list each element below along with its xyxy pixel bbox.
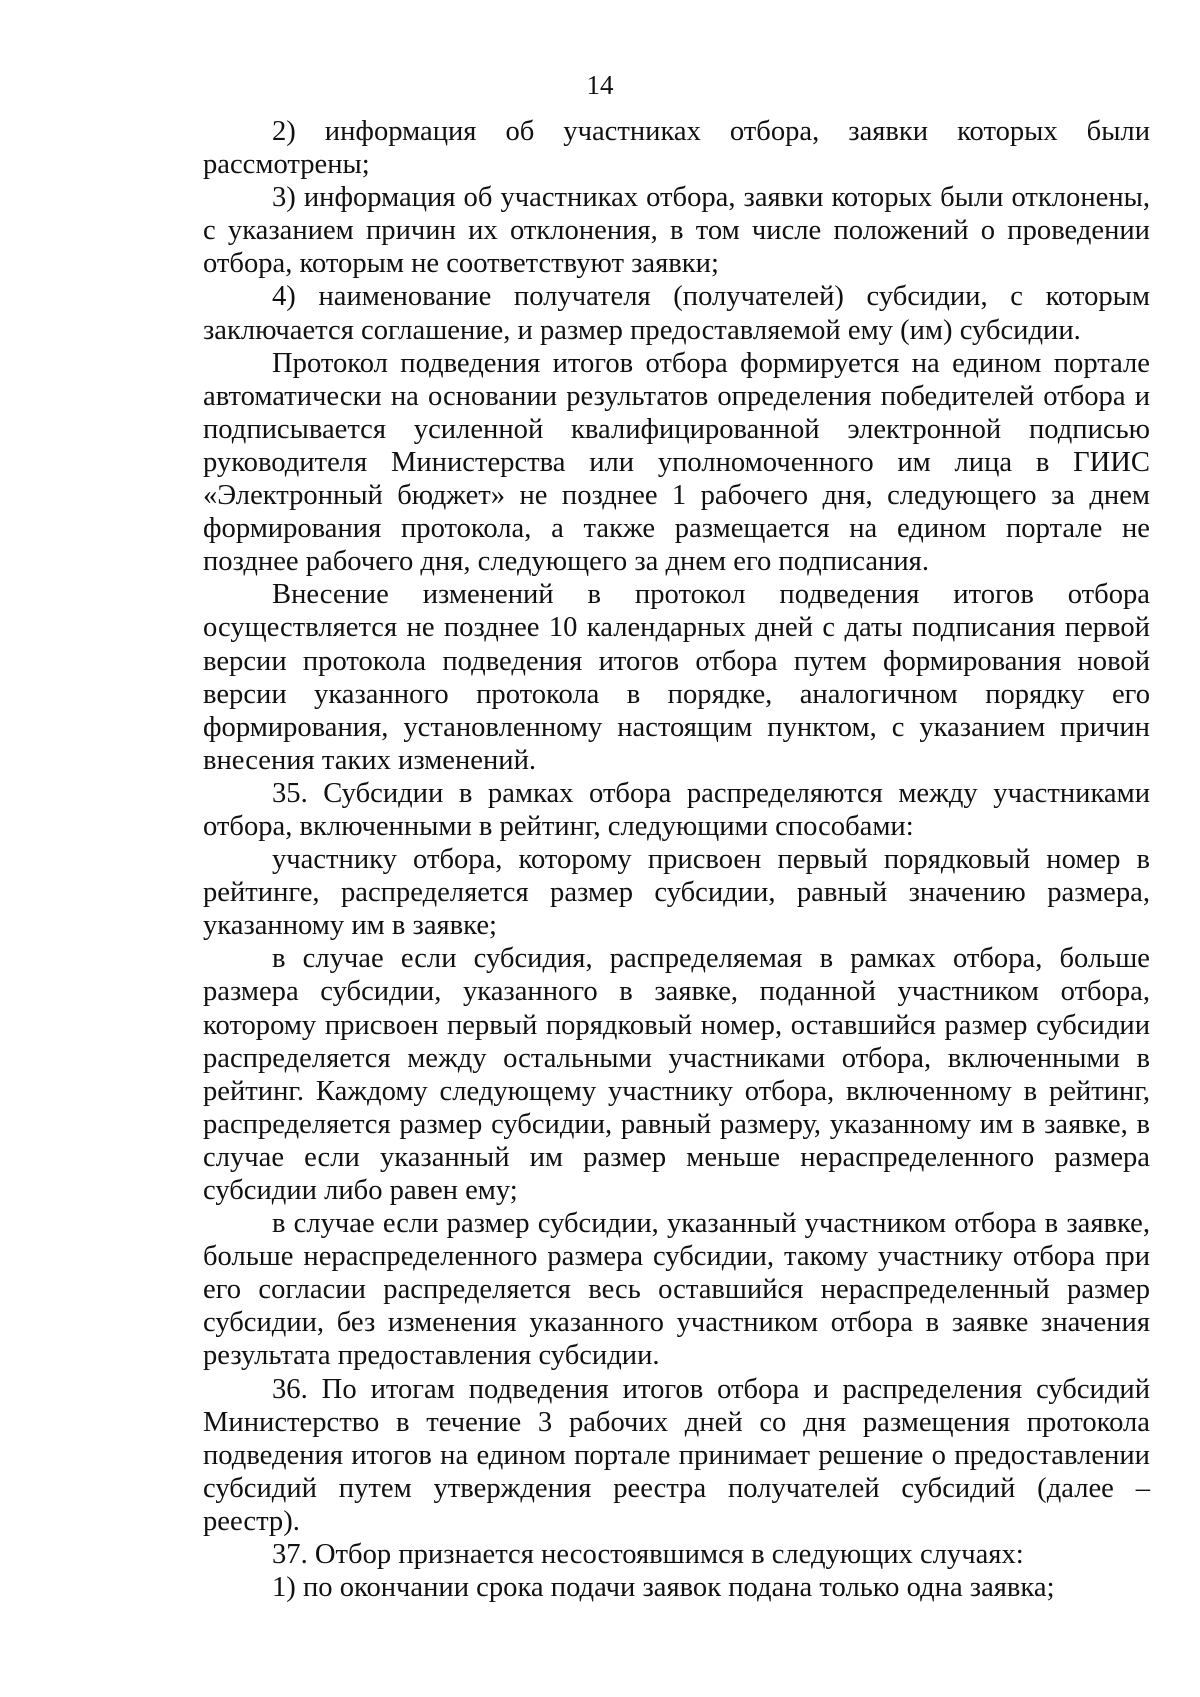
page-number: 14 [586,70,614,100]
paragraph-exceeding-request: в случае если размер субсидии, указанный участником отбора в заявке, больше нераспределенного размера субсидии, такому участнику отбора при его согласии распределяется весь оставшийся нераспределенный размер субсидии, без изменения указанного участником отбора в заявке значения результата предоставления субсидии. [203,1208,1150,1372]
paragraph-protocol-changes: Внесение изменений в протокол подведения итогов отбора осуществляется не позднее 10 календарных дней с даты подписания первой версии протокола подведения итогов отбора путем формирования новой версии указанного протокола в порядке, аналогичном порядку его формирования, установленному настоящим пунктом, с указанием причин внесения таких изменений. [203,579,1150,776]
paragraph-clause-35: 35. Субсидии в рамках отбора распределяются между участниками отбора, включенными в рейтинг, следующими способами: [203,777,1150,842]
paragraph-item-2: 2) информация об участниках отбора, заявки которых были рассмотрены; [203,116,1150,181]
paragraph-item-4: 4) наименование получателя (получателей) субсидии, с которым заключается соглашение, и размер предоставляемой ему (им) субсидии. [203,281,1150,346]
paragraph-clause-37-item-1: 1) по окончании срока подачи заявок подана только одна заявка; [272,1572,1055,1604]
paragraph-first-participant: участнику отбора, которому присвоен первый порядковый номер в рейтинге, распределяется размер субсидии, равный значению размера, указанному им в заявке; [203,844,1150,942]
paragraph-remaining-distribution: в случае если субсидия, распределяемая в рамках отбора, больше размера субсидии, указанного в заявке, поданной участником отбора, которому присвоен первый порядковый номер, оставшийся размер субсидии распределяется между остальными участниками отбора, включенными в рейтинг. Каждому следующему участнику отбора, включенному в рейтинг, распределяется размер субсидии, равный размеру, указанному им в заявке, в случае если указанный им размер меньше нераспределенного размера субсидии либо равен ему; [203,943,1150,1206]
document-body [203,115,1150,1604]
paragraph-item-3: 3) информация об участниках отбора, заявки которых были отклонены, с указанием причин их отклонения, в том числе положений о проведении отбора, которым не соответствуют заявки; [203,182,1150,280]
paragraph-protocol-formation: Протокол подведения итогов отбора формируется на едином портале автоматически на основании результатов определения победителей отбора и подписывается усиленной квалифицированной электронной подписью руководителя Министерства или уполномоченного им лица в ГИИС «Электронный бюджет» не позднее 1 рабочего дня, следующего за днем формирования протокола, а также размещается на едином портале не позднее рабочего дня, следующего за днем его подписания. [203,347,1150,578]
paragraph-clause-37: 37. Отбор признается несостоявшимся в следующих случаях: [272,1539,1024,1571]
paragraph-clause-36: 36. По итогам подведения итогов отбора и распределения субсидий Министерство в течение 3 рабочих дней со дня размещения протокола подведения итогов на едином портале принимает решение о предоставлении субсидий путем утверждения реестра получателей субсидий (далее – реестр). [203,1373,1150,1537]
